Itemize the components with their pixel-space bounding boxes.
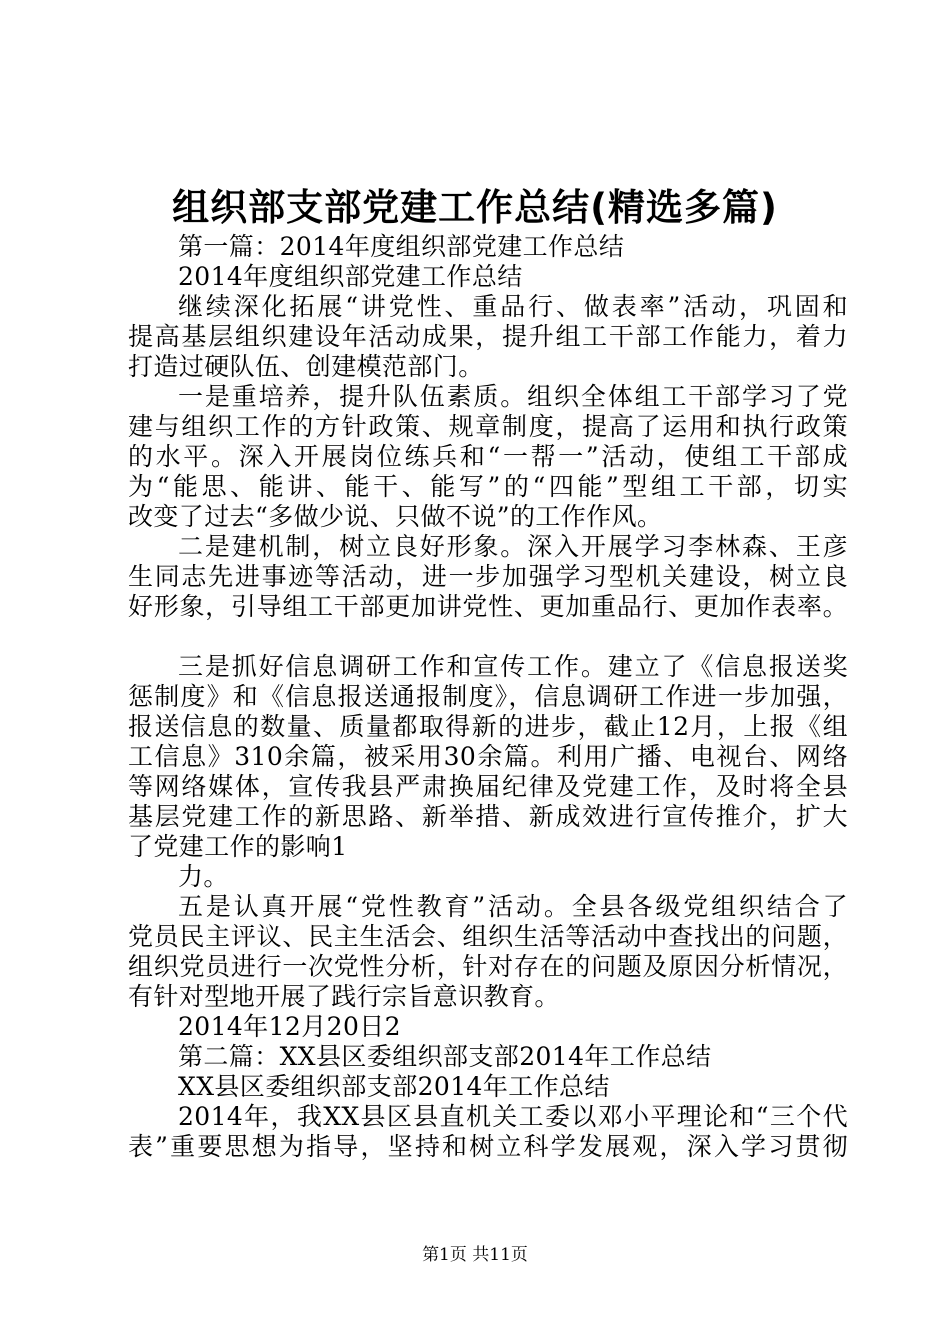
paragraph-line: 继续深化拓展“讲党性、重品行、做表率”活动，巩固和: [178, 292, 848, 321]
page-title: 组织部支部党建工作总结(精选多篇): [172, 186, 778, 229]
paragraph-line: 有针对型地开展了践行宗旨意识教育。: [128, 982, 560, 1011]
paragraph-line: 报送信息的数量、质量都取得新的进步，截止12月，上报《组: [128, 712, 848, 741]
paragraph-gap: [128, 622, 848, 652]
paragraph-line: 五是认真开展“党性教育”活动。全县各级党组织结合了: [178, 892, 848, 921]
paragraph-line: 生同志先进事迹等活动，进一步加强学习型机关建设，树立良: [128, 562, 848, 591]
paragraph-line: 一是重培养，提升队伍素质。组织全体组工干部学习了党: [178, 382, 848, 411]
page-footer: 第1页 共11页: [422, 1245, 528, 1265]
document-body: [128, 232, 848, 1162]
paragraph-line: 好形象，引导组工干部更加讲党性、更加重品行、更加作表率。: [128, 592, 848, 621]
paragraph-line: 力。: [178, 862, 229, 891]
date-line: 2014年12月20日2: [178, 1012, 401, 1041]
paragraph-line: 了党建工作的影响1: [128, 832, 348, 861]
paragraph-line: 基层党建工作的新思路、新举措、新成效进行宣传推介，扩大: [128, 802, 848, 831]
paragraph-line: 党员民主评议、民主生活会、组织生活等活动中查找出的问题，: [128, 922, 848, 951]
paragraph-line: 的水平。深入开展岗位练兵和“一帮一”活动，使组工干部成: [128, 442, 848, 471]
section-subtitle: XX县区委组织部支部2014年工作总结: [178, 1072, 610, 1101]
paragraph-line: 组织党员进行一次党性分析，针对存在的问题及原因分析情况，: [128, 952, 848, 981]
section-subtitle: 2014年度组织部党建工作总结: [178, 262, 523, 291]
paragraph-line: 三是抓好信息调研工作和宣传工作。建立了《信息报送奖: [178, 652, 848, 681]
paragraph-line: 提高基层组织建设年活动成果，提升组工干部工作能力，着力: [128, 322, 848, 351]
paragraph-line: 建与组织工作的方针政策、规章制度，提高了运用和执行政策: [128, 412, 848, 441]
paragraph-line: 打造过硬队伍、创建模范部门。: [128, 352, 484, 381]
paragraph-line: 2014年，我XX县区县直机关工委以邓小平理论和“三个代: [178, 1102, 848, 1131]
paragraph-line: 为“能思、能讲、能干、能写”的“四能”型组工干部，切实: [128, 472, 848, 501]
paragraph-line: 等网络媒体，宣传我县严肃换届纪律及党建工作，及时将全县: [128, 772, 848, 801]
section-heading: 第二篇：XX县区委组织部支部2014年工作总结: [178, 1042, 712, 1071]
paragraph-line: 表”重要思想为指导，坚持和树立科学发展观，深入学习贯彻: [128, 1132, 848, 1161]
paragraph-line: 惩制度》和《信息报送通报制度》，信息调研工作进一步加强，: [128, 682, 848, 711]
paragraph-line: 工信息》310余篇，被采用30余篇。利用广播、电视台、网络: [128, 742, 848, 771]
paragraph-line: 二是建机制，树立良好形象。深入开展学习李林森、王彦: [178, 532, 848, 561]
section-heading: 第一篇：2014年度组织部党建工作总结: [178, 232, 625, 261]
paragraph-line: 改变了过去“多做少说、只做不说”的工作作风。: [128, 502, 663, 531]
